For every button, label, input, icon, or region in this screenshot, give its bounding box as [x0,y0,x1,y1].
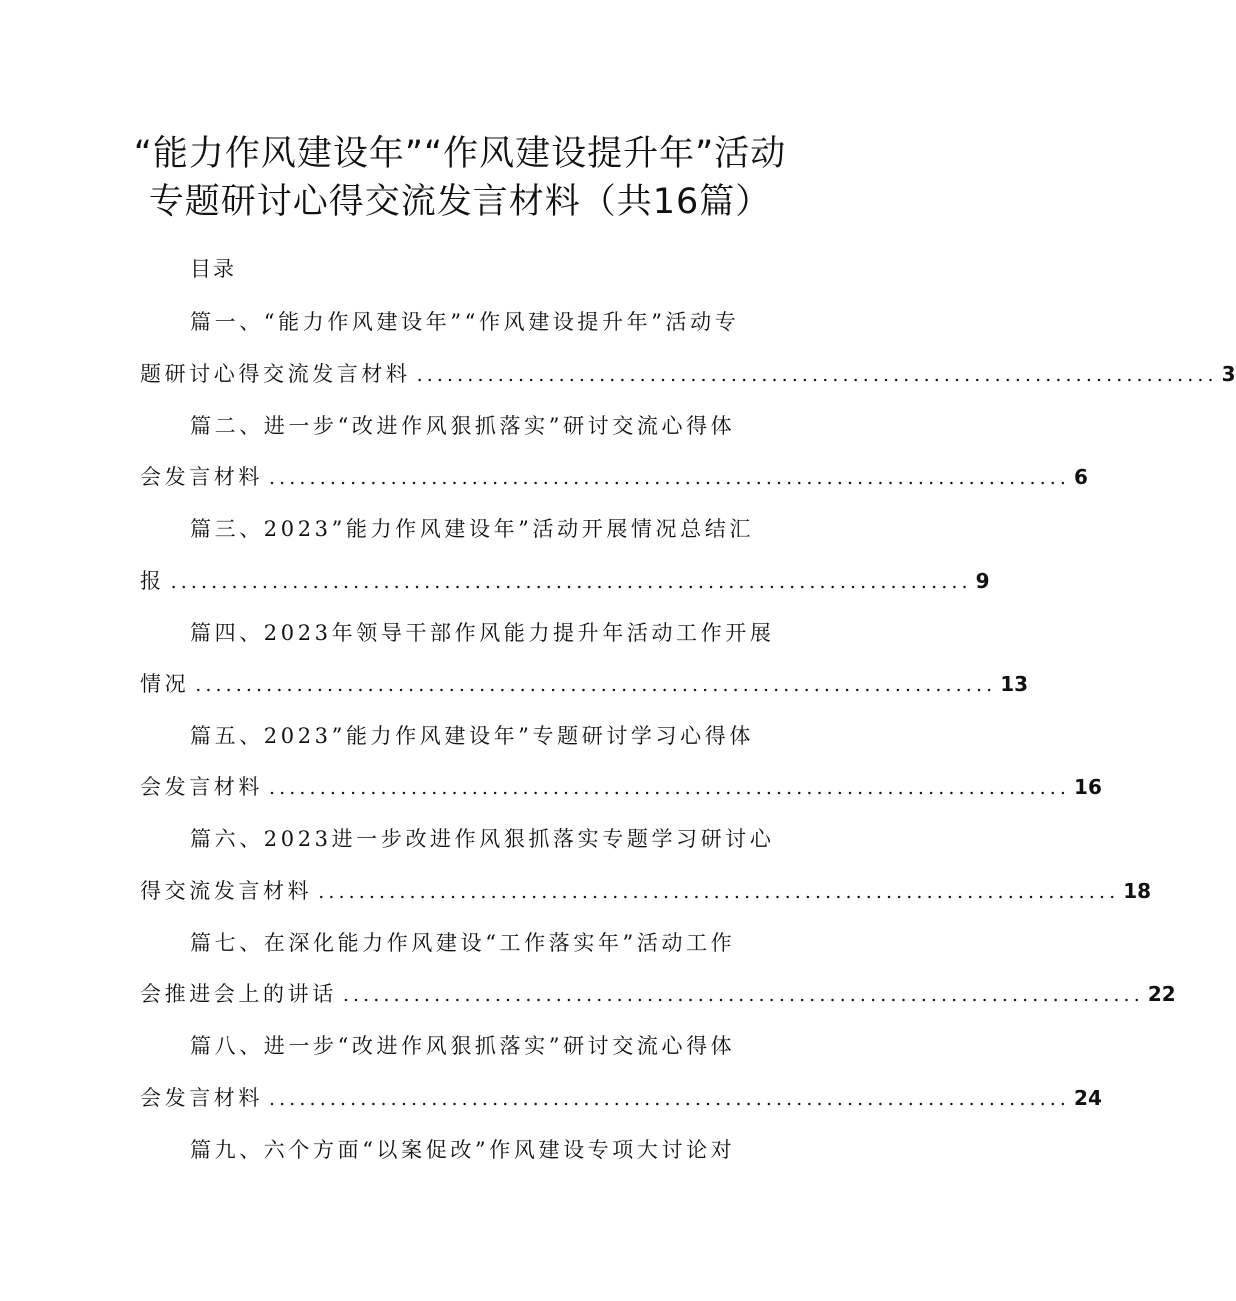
toc-page-number: 9 [975,569,990,593]
toc-entry-7-title: 篇七、在深化能力作风建设“工作落实年”活动工作 [190,931,736,955]
toc-entry-1-continuation [140,358,1236,388]
toc-page-number: 22 [1147,982,1176,1006]
toc-leader-dots: ............................................................................... [170,571,972,593]
toc-entry-1-title: 篇一、“能力作风建设年”“作风建设提升年”活动专 [190,310,740,334]
toc-entry-text: 会发言材料 [140,1086,263,1110]
toc-page-number: 24 [1074,1086,1102,1110]
toc-leader-dots: ............................................................................... [195,674,997,696]
toc-leader-dots: ............................................................................... [318,881,1120,903]
toc-leader-dots: ............................................................................... [269,467,1071,489]
toc-page-number: 3 [1221,362,1236,386]
toc-leader-dots: ............................................................................... [269,777,1071,799]
toc-entry-2-title: 篇二、进一步“改进作风狠抓落实”研讨交流心得体 [190,414,736,438]
toc-entry-8-continuation [140,1082,1102,1112]
toc-page-number: 13 [1000,672,1029,696]
toc-entry-text: 情况 [140,672,190,696]
toc-entry-4-title: 篇四、2023年领导干部作风能力提升年活动工作开展 [190,621,775,645]
toc-entry-text: 报 [140,569,165,593]
toc-heading: 目录 [190,257,236,281]
toc-page-number: 6 [1074,465,1088,489]
document-title-line-2: 专题研讨心得交流发言材料（共16篇） [148,182,772,222]
toc-entry-3-title: 篇三、2023”能力作风建设年”活动开展情况总结汇 [190,517,754,541]
toc-entry-5-continuation [140,771,1102,801]
toc-entry-text: 会发言材料 [140,465,263,489]
toc-entry-2-continuation [140,461,1088,491]
toc-entry-9-title: 篇九、六个方面“以案促改”作风建设专项大讨论对 [190,1138,736,1162]
toc-leader-dots: ............................................................................... [416,364,1218,386]
toc-page-number: 16 [1074,775,1102,799]
toc-entry-6-title: 篇六、2023进一步改进作风狠抓落实专题学习研讨心 [190,827,775,851]
toc-entry-4-continuation [140,668,1029,698]
toc-entry-7-continuation [140,978,1176,1008]
toc-entry-text: 会推进会上的讲话 [140,982,337,1006]
toc-page-number: 18 [1123,879,1152,903]
toc-entry-6-continuation [140,875,1152,905]
toc-entry-text: 会发言材料 [140,775,263,799]
toc-entry-3-continuation [140,565,990,595]
document-title-line-1: “能力作风建设年”“作风建设提升年”活动 [133,134,787,174]
toc-leader-dots: ............................................................................... [342,984,1144,1006]
toc-entry-5-title: 篇五、2023”能力作风建设年”专题研讨学习心得体 [190,724,754,748]
toc-entry-text: 题研讨心得交流发言材料 [140,362,411,386]
toc-leader-dots: ............................................................................... [269,1088,1071,1110]
toc-entry-text: 得交流发言材料 [140,879,313,903]
toc-entry-8-title: 篇八、进一步“改进作风狠抓落实”研讨交流心得体 [190,1034,736,1058]
